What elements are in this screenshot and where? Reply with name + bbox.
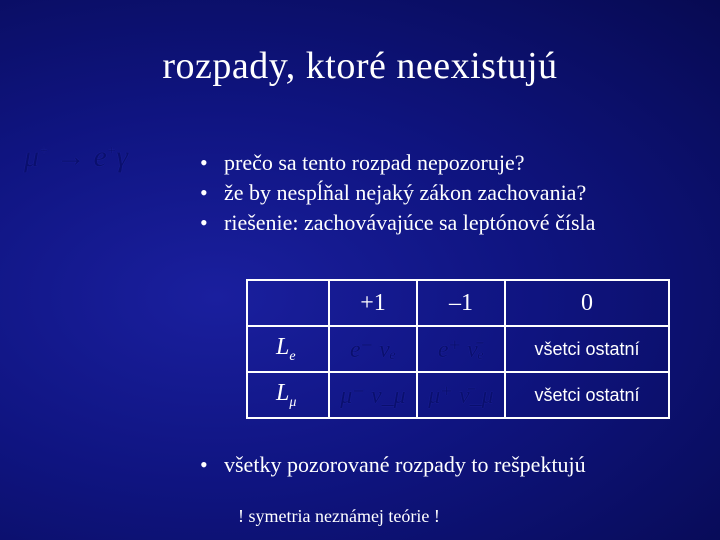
symmetry-note: ! symetria neznámej teórie ! — [238, 506, 440, 526]
bullet-icon: • — [200, 452, 208, 477]
muon-charge: + — [39, 144, 49, 159]
bullet-item — [200, 178, 595, 208]
row-label-lmu: $L_\mu$ — [247, 372, 329, 418]
photon-symbol: γ — [116, 140, 129, 173]
bullet-text: riešenie: zachovávajúce sa leptónové čísla — [224, 210, 596, 235]
bottom-bullet — [200, 452, 586, 478]
cell-plus-one: e⁻ νₑ — [329, 326, 417, 372]
table-header-row — [247, 280, 669, 326]
bullet-list — [200, 148, 595, 238]
cell-minus-one: e⁺ ν̄ₑ — [417, 326, 505, 372]
cell-zero: všetci ostatní — [505, 326, 669, 372]
cell-zero: všetci ostatní — [505, 372, 669, 418]
arrow-icon: → — [56, 140, 87, 173]
row-label-le: $L_e$ — [247, 326, 329, 372]
bottom-bullet-text: všetky pozorované rozpady to rešpektujú — [224, 452, 586, 477]
bullet-icon: • — [200, 210, 208, 235]
table-header-plus-one: +1 — [329, 280, 417, 326]
lepton-number-table — [246, 279, 670, 419]
table-row — [247, 372, 669, 418]
table-header-zero: 0 — [505, 280, 669, 326]
bullet-icon: • — [200, 180, 208, 205]
table-header-minus-one: –1 — [417, 280, 505, 326]
cell-minus-one: μ⁺ ν̄_μ — [417, 372, 505, 418]
electron-charge: + — [106, 144, 117, 159]
decay-formula — [24, 140, 128, 174]
muon-symbol: μ — [24, 140, 40, 173]
bullet-item — [200, 208, 595, 238]
table-header-empty — [247, 280, 329, 326]
bullet-text: prečo sa tento rozpad nepozoruje? — [224, 150, 525, 175]
bullet-text: že by nespĺňal nejaký zákon zachovania? — [224, 180, 587, 205]
slide-title: rozpady, ktoré neexistujú — [162, 45, 558, 87]
electron-symbol: e — [93, 140, 107, 173]
bullet-item — [200, 148, 595, 178]
bullet-icon: • — [200, 150, 208, 175]
cell-plus-one: μ⁻ ν_μ — [329, 372, 417, 418]
table-row — [247, 326, 669, 372]
